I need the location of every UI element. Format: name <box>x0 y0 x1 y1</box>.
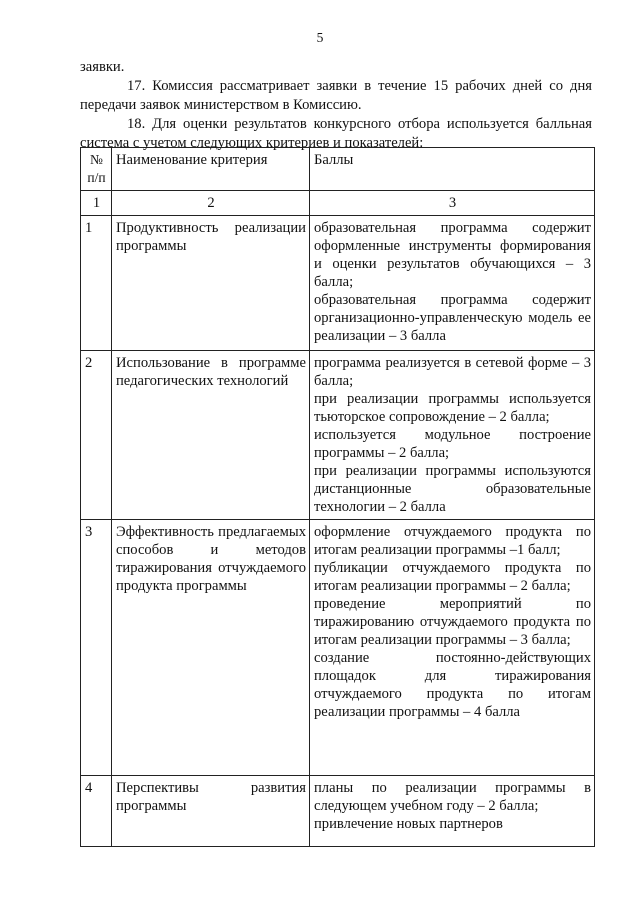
points-cell <box>310 776 595 847</box>
column-number: 2 <box>112 191 310 216</box>
score-item: привлечение новых партнеров <box>314 816 503 832</box>
table-row <box>81 216 595 351</box>
criterion-name: Продуктивность реализации программы <box>112 216 310 351</box>
row-number: 1 <box>81 216 112 351</box>
score-item: публикации отчуждаемого продукта по итогам реализации программы – 2 балла; <box>314 560 591 594</box>
score-item: образовательная программа содержит оформленные инструменты формирования и оценки результатов обучающихся – 3 балла; <box>314 220 591 290</box>
score-item: создание постоянно-действующих площадок для тиражирования отчуждаемого продукта по итогам реализации программы – 4 балла <box>314 650 591 720</box>
row-number: 4 <box>81 776 112 847</box>
points-cell <box>310 520 595 776</box>
score-item: образовательная программа содержит организационно-управленческую модель ее реализации – 3 балла <box>314 292 591 344</box>
header-criterion: Наименование критерия <box>112 148 310 191</box>
criterion-name: Эффективность предлагаемых способов и методов тиражирования отчуждаемого продукта программы <box>112 520 310 776</box>
score-item: планы по реализации программы в следующем учебном году – 2 балла; <box>314 780 591 814</box>
score-item: оформление отчуждаемого продукта по итогам реализации программы –1 балл; <box>314 524 591 558</box>
header-points: Баллы <box>310 148 595 191</box>
row-number: 2 <box>81 351 112 520</box>
row-number: 3 <box>81 520 112 776</box>
score-item: используется модульное построение программы – 2 балла; <box>314 427 591 461</box>
table-header-row <box>81 148 595 191</box>
paragraph-18: 18. Для оценки результатов конкурсного отбора используется балльная система с учетом следующих критериев и показателей: <box>80 116 592 151</box>
column-number-row <box>81 191 595 216</box>
column-number: 3 <box>310 191 595 216</box>
header-num: № п/п <box>81 148 112 191</box>
points-cell <box>310 351 595 520</box>
paragraph-continuation: заявки. <box>80 59 125 75</box>
column-number: 1 <box>81 191 112 216</box>
points-cell <box>310 216 595 351</box>
page-number: 5 <box>316 30 324 45</box>
score-item: проведение мероприятий по тиражированию отчуждаемого продукта по итогам реализации программы – 3 балла; <box>314 596 591 648</box>
table-row <box>81 351 595 520</box>
criterion-name: Перспективы развития программы <box>112 776 310 847</box>
score-item: при реализации программы используются дистанционные образовательные технологии – 2 балла <box>314 463 591 515</box>
table-row <box>81 520 595 776</box>
paragraph-17: 17. Комиссия рассматривает заявки в течение 15 рабочих дней со дня передачи заявок министерством в Комиссию. <box>80 78 592 113</box>
table-row <box>81 776 595 847</box>
score-item: программа реализуется в сетевой форме – 3 балла; <box>314 355 591 389</box>
criteria-table <box>80 147 595 847</box>
score-item: при реализации программы используется тьюторское сопровождение – 2 балла; <box>314 391 591 425</box>
criterion-name: Использование в программе педагогических технологий <box>112 351 310 520</box>
